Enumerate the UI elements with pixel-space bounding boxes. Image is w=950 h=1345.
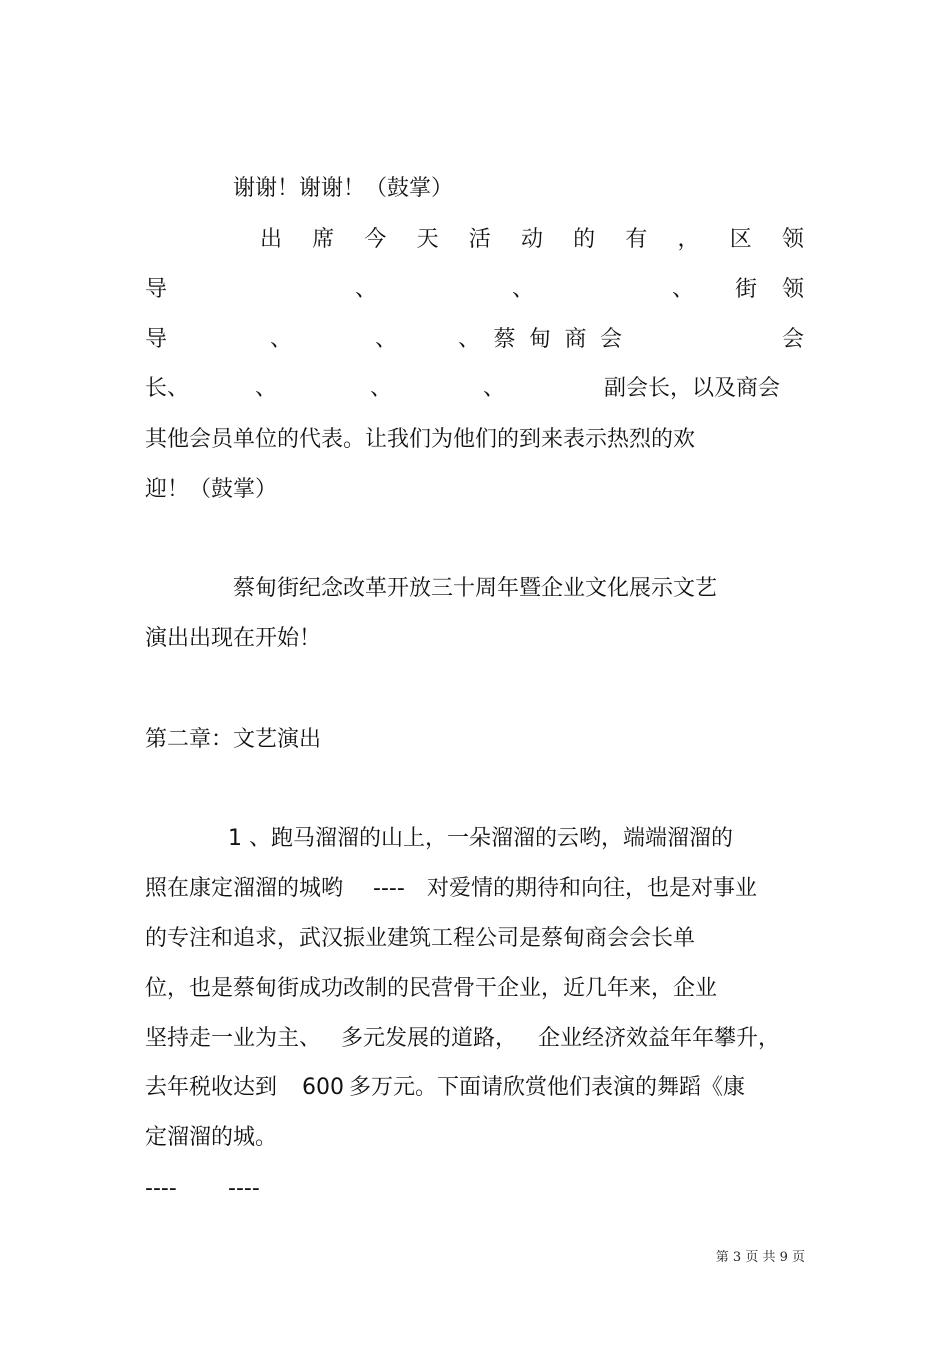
text-line-attendees <box>260 225 804 255</box>
paragraph-line: 1 、跑马溜溜的山上，一朵溜溜的云哟，端端溜溜的 <box>228 826 733 851</box>
text-line-welcome: 迎！（鼓掌） <box>145 477 278 502</box>
char: 活 <box>468 227 491 252</box>
char: 动 <box>520 227 543 252</box>
char: 区 <box>729 227 752 252</box>
char: 有 <box>625 227 648 252</box>
char: 的 <box>573 227 596 252</box>
chapter-heading: 第二章：文艺演出 <box>145 727 322 752</box>
paragraph-line: 的专注和追求，武汉振业建筑工程公司是蔡甸商会会长单 <box>145 926 696 951</box>
char: 出 <box>260 227 283 252</box>
char: ， <box>677 227 700 252</box>
text-line-thanks: 谢谢！谢谢！（鼓掌） <box>233 176 454 201</box>
text-line-members: 其他会员单位的代表。让我们为他们的到来表示热烈的欢 <box>145 427 696 452</box>
text-line-opening-cont: 演出出现在开始！ <box>145 626 322 651</box>
char: 今 <box>364 227 387 252</box>
text-line-opening: 蔡甸街纪念改革开放三十周年暨企业文化展示文艺 <box>233 576 718 601</box>
paragraph-line: 位，也是蔡甸街成功改制的民营骨干企业，近几年来，企业 <box>145 976 718 1001</box>
char: 领 <box>781 227 804 252</box>
page-number: 第 3 页 共 9 页 <box>715 1250 805 1265</box>
char: 天 <box>416 227 439 252</box>
document-page: 谢谢！谢谢！（鼓掌） 出 席 今 天 活 动 的 有 ， 区 领 导 、 、 、 街 领 导 、 、 、 蔡 甸 商 会 会 长、 、 、 、 副会长，以及商会 其他会员单位的代表。让我们为他们的到来表示热烈的欢 迎！（鼓掌） 蔡甸街纪念改革开放三十周年暨企业文化展示文艺 演出出现在开始！ 第二章：文艺演出 1 、跑马溜溜的山上，一朵溜溜的云哟，端端溜溜的 照在康定溜溜的城哟 ---- 对爱情的期待和向往，也是对事业 的专注和追求，武汉振业建筑工程公司是蔡甸商会会长单 位，也是蔡甸街成功改制的民营骨干企业，近几年来，企业 坚持走一业为主、 多元发展的道路， 企业经济效益年年攀升， 去年税收达到 600 多万元。下面请欣赏他们表演的舞蹈《康 定溜溜的城。 ---- ---- 第 3 页 共 9 页 <box>0 0 950 1345</box>
paragraph-line: 定溜溜的城。 <box>145 1125 278 1150</box>
char: 席 <box>312 227 335 252</box>
